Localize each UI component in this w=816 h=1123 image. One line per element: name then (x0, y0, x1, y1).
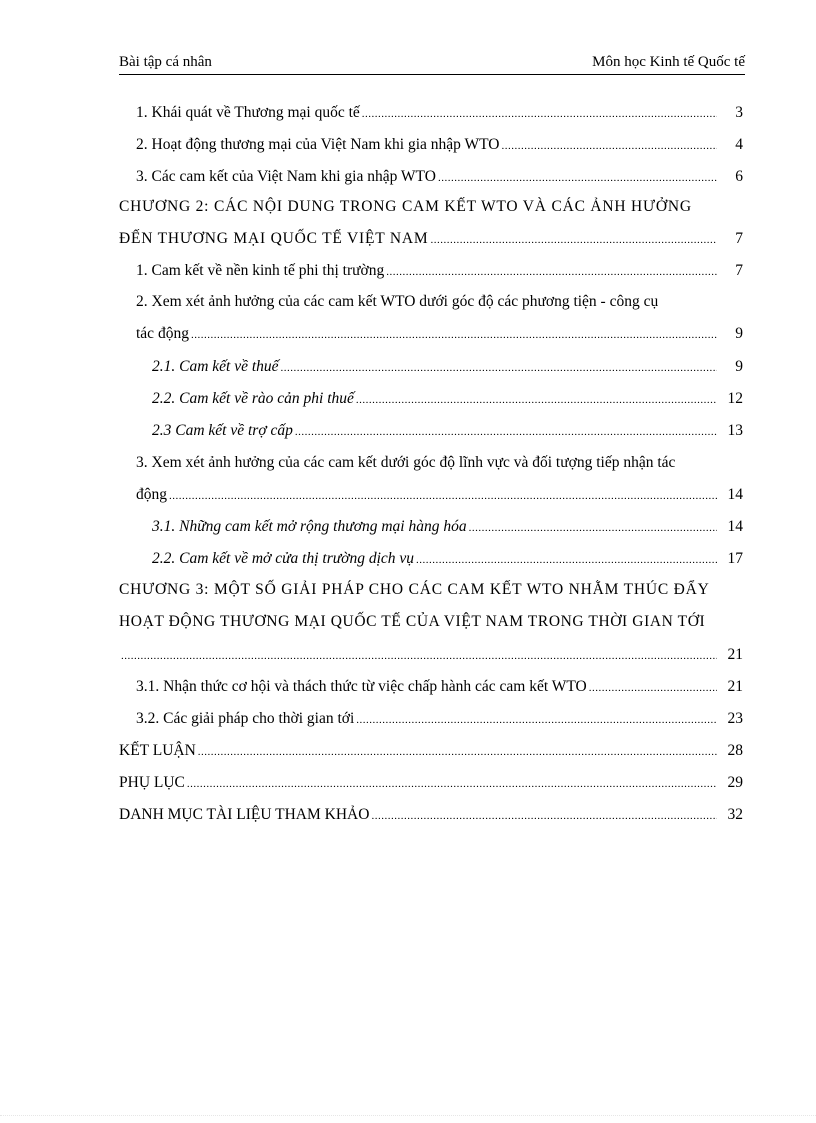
toc-entry-title: KẾT LUẬN (119, 742, 196, 759)
toc-entry-title-line[interactable]: 3. Xem xét ảnh hưởng của các cam kết dưới góc độ lĩnh vực và đối tượng tiếp nhận tác (136, 454, 676, 471)
toc-entry-title: 1. Cam kết về nền kinh tế phi thị trường (136, 262, 385, 279)
toc-entry-title: 2.1. Cam kết về thuế (152, 358, 279, 375)
toc-entry[interactable] (152, 390, 743, 408)
toc-leader-dots (191, 329, 717, 341)
toc-entry[interactable] (136, 104, 743, 122)
header-left-text: Bài tập cá nhân (119, 54, 212, 70)
toc-chapter-heading[interactable]: CHƯƠNG 3: MỘT SỐ GIẢI PHÁP CHO CÁC CAM KẾT WTO NHẰM THÚC ĐẨY (119, 581, 710, 598)
toc-entry-title: 1. Khái quát về Thương mại quốc tế (136, 104, 360, 121)
toc-leader-dots (469, 522, 717, 534)
toc-entry[interactable] (136, 136, 743, 154)
toc-page-number: 29 (727, 774, 743, 791)
toc-page-number: 9 (735, 358, 743, 375)
toc-leader-dots (431, 234, 717, 246)
toc-leader-dots (169, 490, 717, 502)
toc-entry-title: DANH MỤC TÀI LIỆU THAM KHẢO (119, 806, 370, 823)
toc-page-number: 17 (727, 550, 743, 567)
toc-entry[interactable] (119, 742, 743, 760)
toc-page-number: 7 (735, 262, 743, 279)
toc-entry-title: PHỤ LỤC (119, 774, 185, 791)
toc-chapter-heading[interactable]: CHƯƠNG 2: CÁC NỘI DUNG TRONG CAM KẾT WTO VÀ CÁC ẢNH HƯỞNG (119, 198, 692, 215)
toc-page-number: 6 (735, 168, 743, 185)
toc-page-number: 3 (735, 104, 743, 121)
toc-entry-title: tác động (136, 325, 189, 342)
toc-entry-title-line[interactable]: 2. Xem xét ảnh hưởng của các cam kết WTO dưới góc độ các phương tiện - công cụ (136, 293, 659, 310)
toc-entry-title: 3. Các cam kết của Việt Nam khi gia nhập WTO (136, 168, 436, 185)
toc-leader-dots (416, 554, 717, 566)
toc-entry-title: 2.2. Cam kết về mở cửa thị trường dịch vụ (152, 550, 415, 567)
toc-page-number: 28 (727, 742, 743, 759)
toc-leader-dots (295, 426, 717, 438)
toc-entry[interactable] (136, 486, 743, 504)
toc-entry-title: ĐẾN THƯƠNG MẠI QUỐC TẾ VIỆT NAM (119, 230, 429, 247)
toc-page-number: 14 (727, 518, 743, 535)
toc-page-number: 23 (727, 710, 743, 727)
toc-entry[interactable] (152, 518, 743, 536)
toc-entry-title: 3.1. Nhận thức cơ hội và thách thức từ việc chấp hành các cam kết WTO (136, 678, 587, 695)
toc-leader-dots (362, 108, 717, 120)
toc-entry[interactable] (136, 168, 743, 186)
toc-entry[interactable] (119, 230, 743, 248)
toc-entry-title: động (136, 486, 167, 503)
toc-page-number: 9 (735, 325, 743, 342)
toc-chapter-heading[interactable]: HOẠT ĐỘNG THƯƠNG MẠI QUỐC TẾ CỦA VIỆT NAM TRONG THỜI GIAN TỚI (119, 613, 706, 630)
toc-leader-dots (187, 778, 717, 790)
toc-leader-dots (198, 746, 717, 758)
page-bottom-edge (0, 1115, 816, 1116)
toc-page-number: 4 (735, 136, 743, 153)
toc-leader-dots (356, 394, 717, 406)
toc-page-number: 32 (727, 806, 743, 823)
toc-entry-title: 2.2. Cam kết về rào cản phi thuế (152, 390, 354, 407)
page-header (119, 52, 745, 75)
toc-entry-title: 3.2. Các giải pháp cho thời gian tới (136, 710, 355, 727)
toc-entry-title: 3.1. Những cam kết mở rộng thương mại hàng hóa (152, 518, 467, 535)
toc-page-number: 12 (727, 390, 743, 407)
toc-entry-title: 2.3 Cam kết về trợ cấp (152, 422, 293, 439)
toc-leader-dots (356, 714, 717, 726)
toc-page-number: 13 (727, 422, 743, 439)
toc-page-number: 14 (727, 486, 743, 503)
toc-entry[interactable] (119, 806, 743, 824)
toc-entry-title: 2. Hoạt động thương mại của Việt Nam khi gia nhập WTO (136, 136, 500, 153)
toc-leader-dots (589, 682, 717, 694)
toc-entry[interactable] (136, 325, 743, 343)
toc-leader-dots (386, 266, 717, 278)
toc-leader-dots (371, 810, 717, 822)
toc-entry[interactable] (136, 710, 743, 728)
toc-entry[interactable] (152, 358, 743, 376)
toc-page-number: 21 (727, 678, 743, 695)
toc-entry[interactable] (136, 262, 743, 280)
toc-leader-dots (121, 650, 717, 662)
toc-entry[interactable] (119, 646, 743, 664)
toc-entry[interactable] (136, 678, 743, 696)
toc-page-number: 7 (735, 230, 743, 247)
toc-entry[interactable] (152, 550, 743, 568)
toc-leader-dots (281, 362, 717, 374)
toc-entry[interactable] (119, 774, 743, 792)
toc-leader-dots (502, 140, 718, 152)
toc-leader-dots (438, 172, 717, 184)
toc-page-number: 21 (727, 646, 743, 663)
header-right-text: Môn học Kinh tế Quốc tế (592, 54, 745, 70)
toc-entry[interactable] (152, 422, 743, 440)
